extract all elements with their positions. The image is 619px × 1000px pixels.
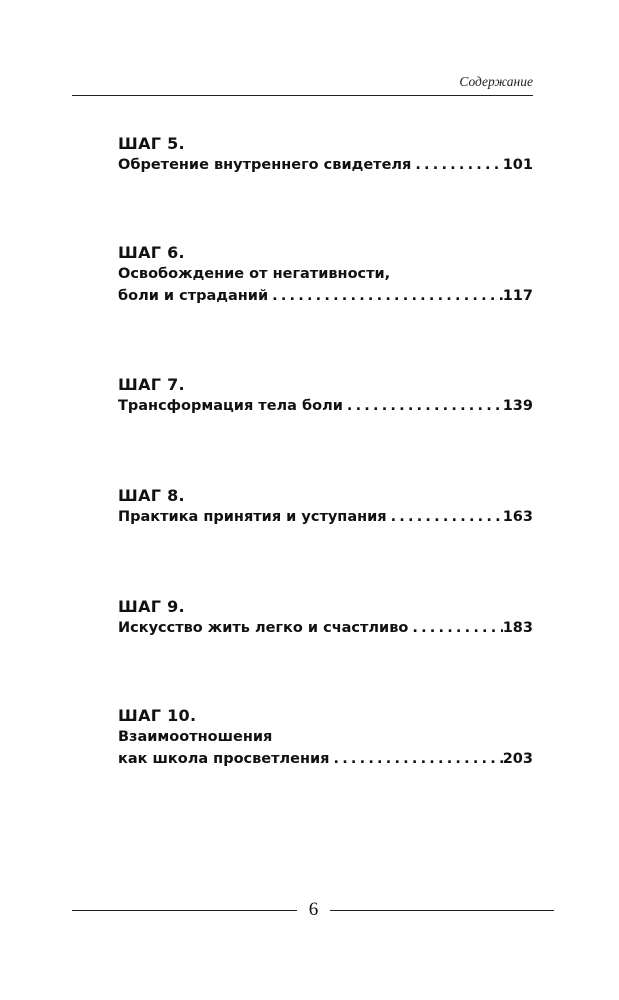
toc-line [118, 154, 533, 176]
step-heading: ШАГ 8. [118, 486, 185, 505]
toc-entry-step-6[interactable] [118, 243, 533, 307]
step-heading: ШАГ 9. [118, 597, 185, 616]
step-heading: ШАГ 6. [118, 243, 185, 262]
dot-leader [411, 154, 502, 176]
toc-entry-step-10[interactable] [118, 706, 533, 770]
chapter-title: Искусство жить легко и счастливо [118, 620, 409, 636]
page-ref: 139 [502, 398, 533, 414]
chapter-title: Обретение внутреннего свидетеля [118, 157, 412, 173]
toc-line [118, 395, 533, 417]
chapter-title: боли и страданий [118, 288, 269, 304]
toc-line [118, 285, 533, 307]
dot-leader [329, 748, 502, 770]
dot-leader [268, 285, 503, 307]
step-heading: ШАГ 10. [118, 706, 197, 725]
footer-rule-left [72, 910, 297, 911]
chapter-title-line: Взаимоотношения [118, 729, 273, 745]
running-head: Содержание [459, 74, 533, 89]
page-ref: 183 [502, 620, 533, 636]
footer-rule-right [330, 910, 554, 911]
dot-leader [343, 395, 503, 417]
toc-line [118, 748, 533, 770]
page-ref: 163 [502, 509, 533, 525]
toc-entry-step-5[interactable] [118, 134, 533, 176]
step-heading: ШАГ 5. [118, 134, 185, 153]
chapter-title: как школа просветления [118, 751, 330, 767]
page-ref: 203 [502, 751, 533, 767]
dot-leader [408, 617, 502, 639]
chapter-title: Практика принятия и уступания [118, 509, 387, 525]
chapter-title-line: Освобождение от негативности, [118, 266, 391, 282]
dot-leader [387, 506, 503, 528]
toc-entry-step-7[interactable] [118, 375, 533, 417]
toc-line [118, 617, 533, 639]
table-of-contents [118, 0, 533, 1000]
page-number: 6 [308, 899, 319, 920]
step-heading: ШАГ 7. [118, 375, 185, 394]
chapter-title: Трансформация тела боли [118, 398, 343, 414]
toc-entry-step-8[interactable] [118, 486, 533, 528]
toc-line [118, 506, 533, 528]
page-ref: 101 [502, 157, 533, 173]
page-ref: 117 [502, 288, 533, 304]
toc-entry-step-9[interactable] [118, 597, 533, 639]
